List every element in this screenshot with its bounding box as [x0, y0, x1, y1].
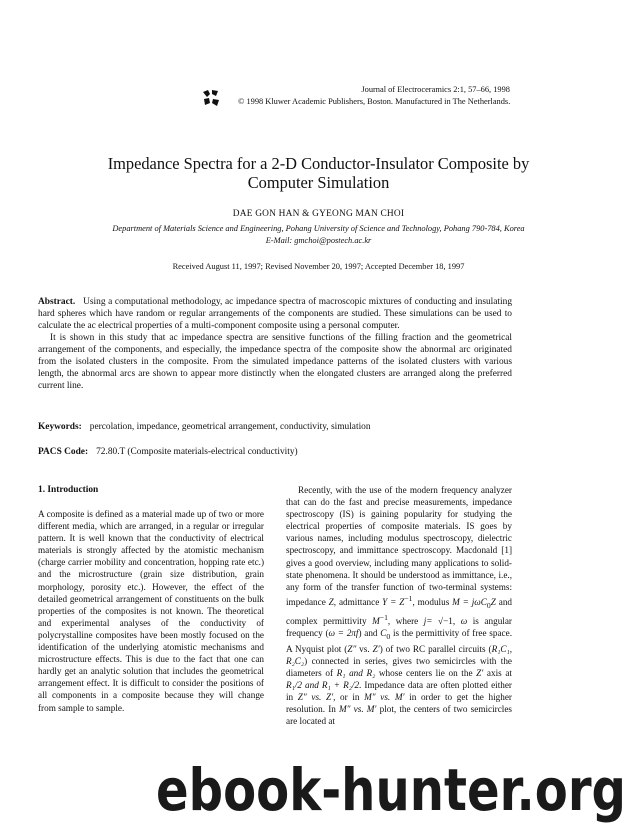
abstract	[38, 296, 512, 392]
watermark-text: ebook-hunter.org	[156, 756, 626, 824]
pacs-label: PACS Code:	[38, 447, 89, 457]
section-heading: 1. Introduction	[38, 485, 99, 495]
keywords	[38, 422, 512, 432]
intro-paragraph-2: Recently, with the use of the modern frequency analyzer that can do the fast and precise measurements, impedance spectroscopy (IS) is gaining popularity for studying the electrical properties of composite materials. IS goes by various names, including modulus spectroscopy, dielectric spectroscopy, and immittance spectroscopy. Macdonald [1] gives a good overview, including many applications to solid-state phenomena. It should be understood as immittance, i.e., any form of the transfer function of two-terminal systems: impedance Z, admittance $Y = Z^{-1}$, modulus M = jωC$_0$Z and complex permittivity $M^{-1}$, where j= √−1, ω is angular frequency (ω = 2πf) and $C_0$ is the permittivity of free space. A Nyquist plot (Z″ vs. Z′) of two RC parallel circuits (R₁C₁, R₂C₂) connected in series, gives two semicircles with the diameters of R₁ and R₂ whose centers lie on the Z′ axis at R₁/2 and R₁ + R₂/2. Impedance data are often plotted either in Z″ vs. Z′, or in M″ vs. M′ in order to get the higher resolution. In M″ vs. M′ plot, the centers of two semicircles are located at	[286, 485, 513, 727]
paper-title	[40, 154, 597, 192]
keywords-text: percolation, impedance, geometrical arrangement, conductivity, simulation	[89, 422, 371, 432]
copyright-notice: © 1998 Kluwer Academic Publishers, Boston. Manufactured in The Netherlands.	[238, 96, 511, 106]
abstract-label: Abstract.	[38, 297, 76, 307]
intro-paragraph-1: A composite is defined as a material made up of two or more different media, which are arranged, in a regular or irregular pattern. It is well known that the conductivity of electrical materials is strongly affected by the atomistic mechanism (charge carrier mobility and concentration, hopping rate etc.) and the microstructure (grain size distribution, grain morphology, porosity etc.). However, the effect of the detailed geometrical arrangement of constituents on the bulk properties of the composites is not known. The theoretical and experimental analyses of the conductivity of polycrystalline composites have been mostly focused on the identification of the underlying atomistic mechanisms and microstructure effects. This is due to the fact that one can hardly get an analytic solution that includes the geometrical arrangement effect. It is difficult to consider the positions of all components in a composite because they will change from sample to sample.	[38, 509, 264, 713]
body-right-column	[286, 484, 512, 728]
pacs-code	[38, 447, 512, 457]
title-line-1: Impedance Spectra for a 2-D Conductor-Insulator Composite by	[107, 154, 530, 173]
journal-info	[238, 84, 510, 107]
journal-citation: Journal of Electroceramics 2:1, 57–66, 1998	[361, 85, 510, 94]
affiliation-text: Department of Materials Science and Engineering, Pohang University of Science and Technology, Pohang 790-784, Korea	[112, 224, 525, 233]
keywords-label: Keywords:	[38, 422, 82, 432]
title-line-2: Computer Simulation	[247, 173, 390, 192]
watermark	[150, 738, 637, 825]
affiliation	[40, 223, 597, 247]
authors: DAE GON HAN & GYEONG MAN CHOI	[232, 209, 405, 219]
body-left-column	[38, 508, 264, 714]
abstract-paragraph-2: It is shown in this study that ac impedance spectra are sensitive functions of the filling fraction and the geometrical arrangement of the components, and especially, the impedance spectra of the composite show the abnormal arc originated from the isolated clusters in the composite. From the simulated impedance patterns of the isolated clusters with various length, the abnormal arcs are shown to appear more distinctly when the elongated clusters are arranged along the preferred current line.	[38, 333, 512, 391]
author-email: E-Mail: gmchoi@postech.ac.kr	[265, 236, 372, 245]
pacs-text: 72.80.T (Composite materials-electrical conductivity)	[96, 447, 298, 457]
received-dates: Received August 11, 1997; Revised November 20, 1997; Accepted December 18, 1997	[172, 262, 465, 271]
abstract-text-1: Using a computational methodology, ac impedance spectra of macroscopic mixtures of conducting and insulating hard spheres which have random or regular arrangements of the components are studied. These simulations can be used to calculate the ac electrical properties of a multi-component composite using a personal computer.	[38, 297, 513, 331]
abstract-paragraph-1	[38, 296, 512, 332]
publisher-logo-icon	[201, 88, 221, 108]
